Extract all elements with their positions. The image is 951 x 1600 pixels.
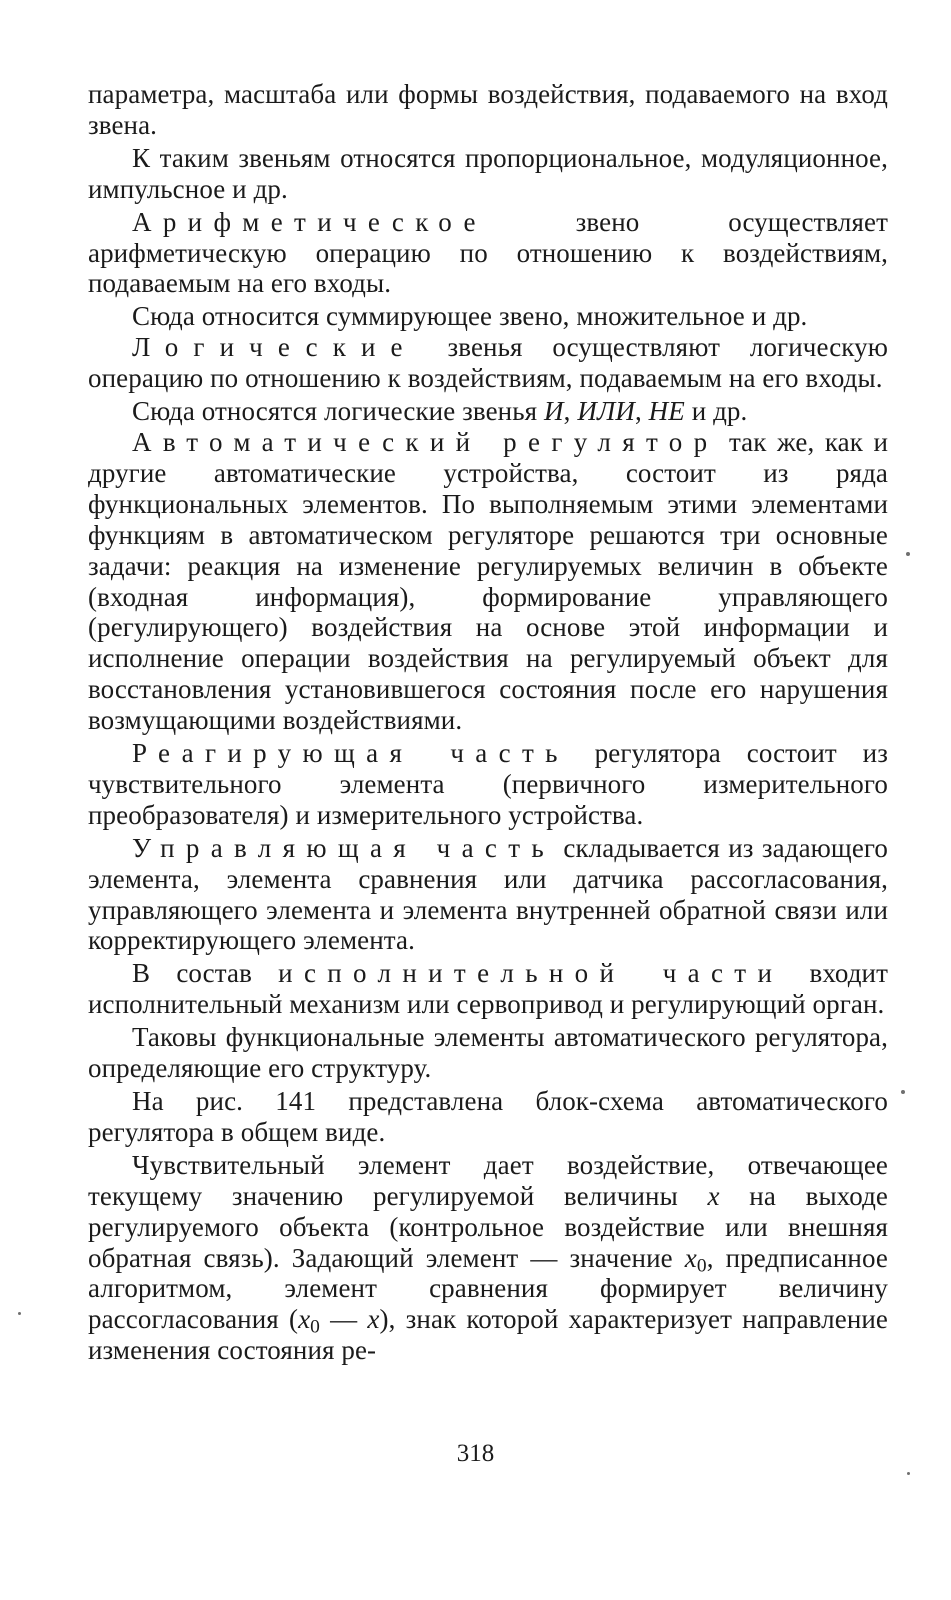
scan-speck: [907, 1472, 910, 1475]
paragraph-automatic-regulator: Автоматический регулятор так же, как и другие автоматические устройства, состоит из ряда функциональных элементов. По выполняемым этими элементами функциям в автоматическом регуляторе решаются три основные задачи: реакция на изменение регулируемых величин в объекте (входная информация), формирование управляющего (регулирующего) воздействия на основе этой информации и исполнение операции воздействия на регулируемый объект для восстановления установившегося состояния после его нарушения возмущающими воздействиями.: [88, 426, 888, 736]
page-number: 318: [456, 1440, 495, 1467]
page-text: [88, 79, 888, 1366]
paragraph-executive-part: В состав исполнительной части входит исполнительный механизм или сервопривод и регулирующий орган.: [88, 958, 888, 1020]
logic-not-label: НЕ: [648, 396, 685, 427]
paragraph-link-types: К таким звеньям относятся пропорциональное, модуляционное, импульсное и др.: [88, 142, 888, 204]
paragraph-arithmetic-examples: Сюда относится суммирующее звено, множительное и др.: [132, 301, 808, 332]
spaced-term: Арифметическое: [132, 206, 487, 237]
spaced-term: Реагирующая часть: [132, 738, 569, 769]
subscript-zero: 0: [310, 1316, 320, 1338]
scan-speck: [901, 1090, 905, 1094]
paragraph-logic-link: Логические звенья осуществляют логическую операцию по отношению к воздействиям, подаваемым на его входы.: [88, 332, 888, 394]
spaced-term: Автоматический регулятор: [132, 426, 719, 457]
paragraph-functional-elements: Таковы функциональные элементы автоматического регулятора, определяющие его структуру.: [88, 1022, 888, 1084]
scan-speck: [18, 1312, 21, 1315]
logic-and-label: И: [544, 396, 564, 427]
paragraph-reacting-part: Реагирующая часть регулятора состоит из чувствительного элемента (первичного измерительного преобразователя) и измерительного устройства.: [88, 738, 888, 830]
paragraph-sensitive-element: Чувствительный элемент дает воздействие, отвечающее текущему значению регулируемой величины x на выходе регулируемого объекта (контрольное воздействие или внешняя обратная связь). Задающий элемент — значение $x_0$, предписанное алгоритмом, элемент сравнения формирует величину рассогласования ($x_0$ — x), знак которой характеризует направление изменения состояния ре-: [88, 1149, 888, 1366]
paragraph-arithmetic-link: Арифметическое звено осуществляет арифметическую операцию по отношению к воздействиям, подаваемым на его входы.: [88, 206, 888, 299]
variable-x0: x: [298, 1304, 311, 1335]
spaced-term: Логические: [132, 332, 418, 363]
subscript-zero: 0: [696, 1254, 707, 1276]
scan-speck: [906, 552, 910, 556]
spaced-term: Управляющая часть: [132, 832, 556, 863]
variable-x: x: [707, 1180, 720, 1211]
spaced-term: исполнительной части: [278, 958, 784, 989]
paragraph-logic-examples: Сюда относятся логические звенья И, ИЛИ, НЕ и др.: [132, 396, 748, 427]
logic-or-label: ИЛИ: [577, 396, 635, 427]
variable-x0: x: [684, 1242, 697, 1273]
variable-x: x: [367, 1304, 380, 1335]
paragraph-continuation: параметра, масштаба или формы воздействия, подаваемого на вход звена.: [88, 79, 888, 140]
paragraph-control-part: Управляющая часть складывается из задающего элемента, элемента сравнения или датчика рассогласования, управляющего элемента и элемента внутренней обратной связи или корректирующего элемента.: [88, 832, 889, 956]
paragraph-figure-reference: На рис. 141 представлена блок-схема автоматического регулятора в общем виде.: [88, 1086, 888, 1147]
